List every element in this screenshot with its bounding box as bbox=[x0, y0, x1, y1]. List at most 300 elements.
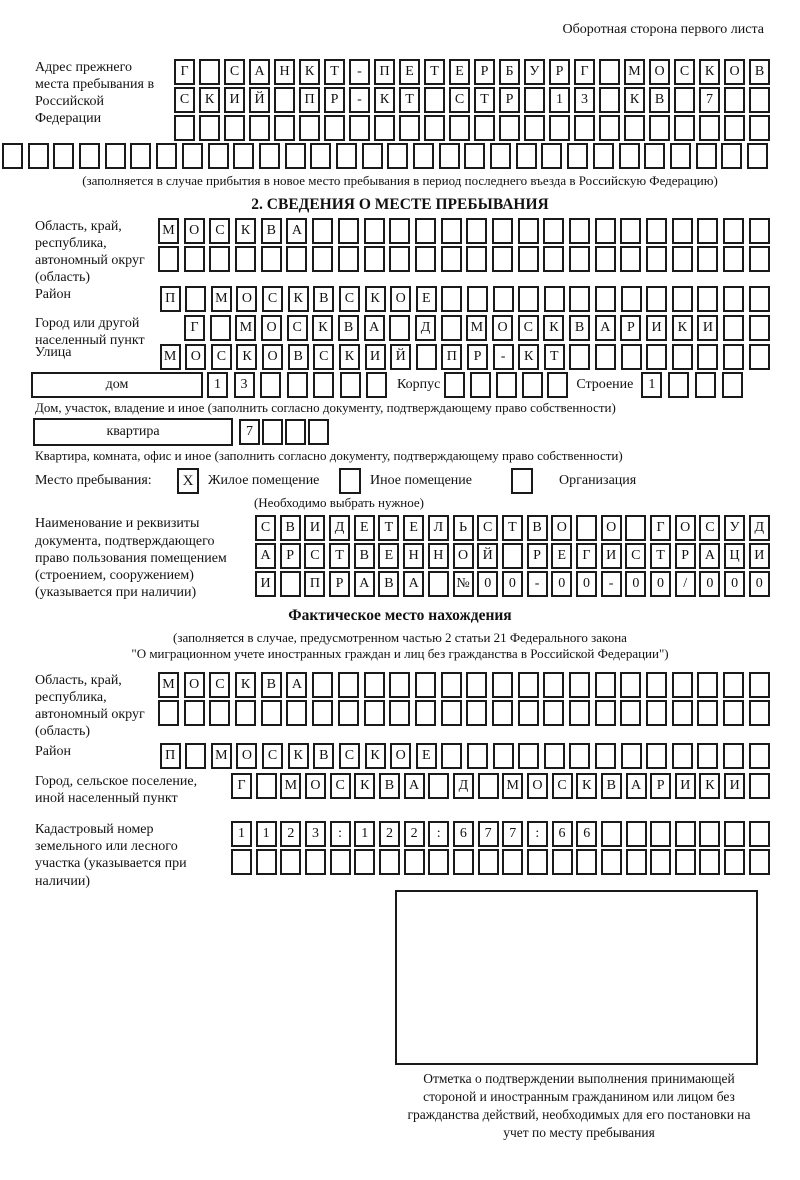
char-cell: В bbox=[527, 515, 548, 541]
char-cell bbox=[416, 344, 437, 370]
char-cell: О bbox=[261, 315, 282, 341]
char-grid bbox=[239, 419, 329, 445]
char-cell: О bbox=[492, 315, 513, 341]
actual-location-note1: (заполняется в случае, предусмотренном частью 2 статьи 21 Федерального закона bbox=[173, 629, 627, 645]
char-cell bbox=[749, 700, 770, 726]
char-cell: О bbox=[675, 515, 696, 541]
actual-city-row bbox=[35, 773, 770, 807]
char-cell: С bbox=[330, 773, 351, 799]
char-cell bbox=[541, 143, 562, 169]
char-cell: Р bbox=[467, 344, 488, 370]
char-cell: Е bbox=[416, 286, 437, 312]
actual-region-grids bbox=[158, 672, 770, 726]
char-cell bbox=[354, 849, 375, 875]
char-cell bbox=[324, 115, 345, 141]
char-cell bbox=[312, 700, 333, 726]
char-cell: И bbox=[646, 315, 667, 341]
char-cell: 0 bbox=[502, 571, 523, 597]
char-cell bbox=[470, 372, 491, 398]
char-cell: В bbox=[601, 773, 622, 799]
char-cell bbox=[699, 849, 720, 875]
char-cell: К bbox=[312, 315, 333, 341]
char-cell: 1 bbox=[354, 821, 375, 847]
char-cell: А bbox=[364, 315, 385, 341]
char-cell bbox=[697, 700, 718, 726]
char-cell bbox=[441, 286, 462, 312]
char-cell bbox=[208, 143, 229, 169]
char-cell bbox=[569, 218, 590, 244]
char-cell: В bbox=[354, 543, 375, 569]
char-cell bbox=[374, 115, 395, 141]
char-cell: П bbox=[160, 286, 181, 312]
char-cell: И bbox=[601, 543, 622, 569]
char-cell bbox=[492, 218, 513, 244]
char-cell bbox=[184, 700, 205, 726]
char-cell bbox=[305, 849, 326, 875]
char-cell: - bbox=[527, 571, 548, 597]
char-cell: 2 bbox=[404, 821, 425, 847]
char-grid bbox=[158, 246, 770, 272]
char-cell: Т bbox=[324, 59, 345, 85]
char-cell bbox=[274, 115, 295, 141]
char-cell: И bbox=[749, 543, 770, 569]
char-cell bbox=[675, 821, 696, 847]
char-cell bbox=[646, 743, 667, 769]
prev-address-grids bbox=[174, 59, 770, 141]
char-cell bbox=[364, 700, 385, 726]
char-cell: : bbox=[428, 821, 449, 847]
char-cell bbox=[527, 849, 548, 875]
char-cell: К bbox=[543, 315, 564, 341]
char-cell bbox=[285, 143, 306, 169]
char-cell bbox=[53, 143, 74, 169]
confirmation-caption: Отметка о подтверждении выполнения принимающей стороной и иностранным гражданином или лицом без гражданства действий, необходимых для его постановки на учет по месту пребывания bbox=[407, 1070, 751, 1141]
char-cell bbox=[336, 143, 357, 169]
char-cell: С bbox=[339, 743, 360, 769]
char-cell: Р bbox=[474, 59, 495, 85]
char-cell bbox=[626, 849, 647, 875]
char-cell: Н bbox=[403, 543, 424, 569]
char-cell: 0 bbox=[625, 571, 646, 597]
char-cell: Д bbox=[453, 773, 474, 799]
char-cell: 0 bbox=[749, 571, 770, 597]
char-cell bbox=[389, 672, 410, 698]
district-label: Район bbox=[35, 287, 71, 303]
char-cell: В bbox=[569, 315, 590, 341]
district-row bbox=[35, 286, 770, 312]
char-cell: М bbox=[280, 773, 301, 799]
char-cell bbox=[185, 743, 206, 769]
char-cell: С bbox=[262, 286, 283, 312]
char-cell: П bbox=[441, 344, 462, 370]
char-cell bbox=[389, 218, 410, 244]
char-cell: М bbox=[160, 344, 181, 370]
char-cell bbox=[235, 246, 256, 272]
char-cell: Р bbox=[527, 543, 548, 569]
checkbox-zhiloe: X bbox=[177, 468, 199, 494]
char-cell: Т bbox=[378, 515, 399, 541]
prev-address-note: (заполняется в случае прибытия в новое место пребывания в период последнего въезда в Российскую Федерацию) bbox=[82, 173, 718, 188]
char-cell bbox=[262, 419, 283, 445]
char-cell bbox=[338, 700, 359, 726]
char-cell bbox=[620, 672, 641, 698]
char-cell: С bbox=[313, 344, 334, 370]
char-cell bbox=[502, 849, 523, 875]
char-cell bbox=[261, 246, 282, 272]
actual-district-label: Район bbox=[35, 744, 71, 760]
stroenie-label: Строение bbox=[576, 377, 634, 393]
char-cell: 7 bbox=[502, 821, 523, 847]
char-cell bbox=[312, 672, 333, 698]
char-cell bbox=[261, 700, 282, 726]
char-cell bbox=[749, 286, 770, 312]
char-cell: Р bbox=[280, 543, 301, 569]
char-cell: В bbox=[313, 286, 334, 312]
char-cell bbox=[696, 143, 717, 169]
char-cell bbox=[593, 143, 614, 169]
char-cell bbox=[259, 143, 280, 169]
section2-title: 2. СВЕДЕНИЯ О МЕСТЕ ПРЕБЫВАНИЯ bbox=[251, 196, 549, 213]
char-cell bbox=[601, 849, 622, 875]
char-cell bbox=[415, 700, 436, 726]
char-cell bbox=[650, 821, 671, 847]
char-cell bbox=[722, 372, 743, 398]
char-cell: Т bbox=[329, 543, 350, 569]
char-cell: 3 bbox=[305, 821, 326, 847]
char-cell bbox=[185, 286, 206, 312]
option-label-inoe: Иное помещение bbox=[370, 473, 472, 489]
char-cell bbox=[620, 700, 641, 726]
char-cell bbox=[428, 849, 449, 875]
char-cell bbox=[543, 700, 564, 726]
char-cell: О bbox=[551, 515, 572, 541]
char-cell bbox=[599, 87, 620, 113]
char-cell: Е bbox=[403, 515, 424, 541]
char-cell bbox=[621, 344, 642, 370]
house-row bbox=[31, 372, 770, 398]
char-cell: К bbox=[365, 286, 386, 312]
char-cell bbox=[699, 821, 720, 847]
char-cell bbox=[601, 821, 622, 847]
char-cell bbox=[697, 344, 718, 370]
char-cell: А bbox=[595, 315, 616, 341]
char-cell: Г bbox=[174, 59, 195, 85]
char-cell: И bbox=[697, 315, 718, 341]
char-cell: Д bbox=[415, 315, 436, 341]
char-grid bbox=[207, 372, 387, 398]
char-cell bbox=[749, 743, 770, 769]
stay-type-row bbox=[35, 468, 770, 494]
char-cell bbox=[749, 246, 770, 272]
char-cell: М bbox=[624, 59, 645, 85]
char-cell bbox=[493, 743, 514, 769]
char-cell: 0 bbox=[724, 571, 745, 597]
char-cell bbox=[364, 246, 385, 272]
char-cell: К bbox=[374, 87, 395, 113]
char-cell bbox=[256, 773, 277, 799]
char-cell bbox=[723, 672, 744, 698]
char-grid bbox=[641, 372, 743, 398]
char-cell bbox=[674, 87, 695, 113]
char-cell bbox=[697, 246, 718, 272]
char-cell bbox=[646, 700, 667, 726]
char-cell bbox=[364, 218, 385, 244]
char-cell bbox=[749, 672, 770, 698]
char-cell: И bbox=[365, 344, 386, 370]
char-cell bbox=[182, 143, 203, 169]
char-cell: С bbox=[224, 59, 245, 85]
char-cell: Т bbox=[474, 87, 495, 113]
char-cell: П bbox=[160, 743, 181, 769]
char-cell bbox=[723, 246, 744, 272]
char-cell: Л bbox=[428, 515, 449, 541]
char-cell: К bbox=[699, 773, 720, 799]
checkbox-inoe bbox=[339, 468, 361, 494]
char-cell: В bbox=[261, 672, 282, 698]
char-cell: Р bbox=[549, 59, 570, 85]
char-cell: Т bbox=[544, 344, 565, 370]
char-cell: Р bbox=[650, 773, 671, 799]
char-cell: - bbox=[349, 87, 370, 113]
char-cell: : bbox=[330, 821, 351, 847]
char-cell bbox=[249, 115, 270, 141]
char-cell: С bbox=[255, 515, 276, 541]
char-cell: О bbox=[262, 344, 283, 370]
char-grid bbox=[184, 315, 770, 341]
char-cell bbox=[518, 700, 539, 726]
char-cell bbox=[502, 543, 523, 569]
char-cell bbox=[464, 143, 485, 169]
char-cell bbox=[490, 143, 511, 169]
char-cell bbox=[210, 315, 231, 341]
char-cell bbox=[697, 218, 718, 244]
char-cell bbox=[723, 700, 744, 726]
char-cell bbox=[595, 700, 616, 726]
char-cell: Е bbox=[399, 59, 420, 85]
char-cell: О bbox=[185, 344, 206, 370]
char-cell bbox=[415, 672, 436, 698]
char-cell: Д bbox=[329, 515, 350, 541]
char-grid bbox=[231, 821, 770, 847]
char-cell: 1 bbox=[641, 372, 662, 398]
char-cell: В bbox=[749, 59, 770, 85]
char-grid bbox=[231, 773, 770, 799]
char-cell bbox=[428, 571, 449, 597]
korpus-label: Корпус bbox=[397, 377, 441, 393]
char-cell bbox=[544, 286, 565, 312]
prev-address-row bbox=[35, 59, 770, 141]
char-cell: Р bbox=[620, 315, 641, 341]
char-cell bbox=[28, 143, 49, 169]
apartment-row bbox=[33, 418, 770, 446]
char-cell: М bbox=[235, 315, 256, 341]
char-cell bbox=[518, 743, 539, 769]
char-cell: - bbox=[349, 59, 370, 85]
char-cell: К bbox=[235, 218, 256, 244]
cadastral-label: Кадастровый номер земельного или лесного участка (указывается при наличии) bbox=[35, 822, 187, 889]
char-cell bbox=[595, 743, 616, 769]
char-cell bbox=[668, 372, 689, 398]
option-label-zhiloe: Жилое помещение bbox=[208, 473, 320, 489]
char-cell bbox=[672, 246, 693, 272]
char-grid bbox=[158, 672, 770, 698]
char-cell: К bbox=[518, 344, 539, 370]
char-cell: А bbox=[255, 543, 276, 569]
char-cell bbox=[524, 87, 545, 113]
actual-location-title: Фактическое место нахождения bbox=[288, 606, 512, 624]
char-cell bbox=[723, 315, 744, 341]
char-cell bbox=[467, 743, 488, 769]
char-cell: В bbox=[379, 773, 400, 799]
char-cell bbox=[441, 218, 462, 244]
char-cell bbox=[199, 59, 220, 85]
char-cell: В bbox=[288, 344, 309, 370]
char-cell bbox=[569, 344, 590, 370]
char-cell: Ь bbox=[453, 515, 474, 541]
char-cell: Р bbox=[324, 87, 345, 113]
char-cell bbox=[576, 849, 597, 875]
char-cell bbox=[749, 344, 770, 370]
char-cell bbox=[543, 672, 564, 698]
char-cell: А bbox=[699, 543, 720, 569]
char-grid bbox=[2, 143, 768, 169]
char-cell: К bbox=[288, 286, 309, 312]
char-cell: Г bbox=[650, 515, 671, 541]
char-cell bbox=[670, 143, 691, 169]
char-cell bbox=[749, 773, 770, 799]
char-cell bbox=[379, 849, 400, 875]
char-cell bbox=[105, 143, 126, 169]
char-cell: А bbox=[626, 773, 647, 799]
char-cell bbox=[496, 372, 517, 398]
char-cell bbox=[574, 115, 595, 141]
char-cell: В bbox=[378, 571, 399, 597]
prev-address-label: Адрес прежнего места пребывания в Российской Федерации bbox=[35, 60, 155, 127]
char-cell bbox=[362, 143, 383, 169]
region-label: Область, край, республика, автономный округ (область) bbox=[35, 219, 145, 286]
char-cell bbox=[724, 115, 745, 141]
char-cell bbox=[749, 218, 770, 244]
char-cell bbox=[158, 700, 179, 726]
char-cell bbox=[366, 372, 387, 398]
region-grids bbox=[158, 218, 770, 272]
char-cell: - bbox=[493, 344, 514, 370]
char-grid bbox=[158, 700, 770, 726]
char-cell: Т bbox=[399, 87, 420, 113]
char-cell bbox=[338, 218, 359, 244]
char-cell bbox=[672, 743, 693, 769]
char-cell: С bbox=[211, 344, 232, 370]
char-cell bbox=[453, 849, 474, 875]
char-cell bbox=[130, 143, 151, 169]
char-cell bbox=[749, 315, 770, 341]
char-cell bbox=[308, 419, 329, 445]
char-cell: П bbox=[374, 59, 395, 85]
char-cell bbox=[672, 344, 693, 370]
street-label: Улица bbox=[35, 345, 72, 361]
char-cell bbox=[499, 115, 520, 141]
char-cell: И bbox=[304, 515, 325, 541]
char-cell bbox=[569, 672, 590, 698]
char-cell bbox=[231, 849, 252, 875]
char-cell bbox=[399, 115, 420, 141]
char-cell bbox=[518, 218, 539, 244]
char-cell: О bbox=[236, 743, 257, 769]
char-cell: - bbox=[601, 571, 622, 597]
char-cell: А bbox=[354, 571, 375, 597]
char-cell bbox=[595, 218, 616, 244]
char-cell: С bbox=[209, 672, 230, 698]
char-cell bbox=[599, 115, 620, 141]
char-cell bbox=[646, 344, 667, 370]
char-cell: О bbox=[305, 773, 326, 799]
char-cell: Е bbox=[416, 743, 437, 769]
char-cell: С bbox=[552, 773, 573, 799]
char-cell: О bbox=[649, 59, 670, 85]
char-cell: П bbox=[304, 571, 325, 597]
char-cell: А bbox=[403, 571, 424, 597]
char-cell bbox=[723, 218, 744, 244]
char-cell bbox=[441, 743, 462, 769]
char-cell bbox=[723, 743, 744, 769]
char-cell: С bbox=[209, 218, 230, 244]
char-cell bbox=[349, 115, 370, 141]
char-cell: И bbox=[255, 571, 276, 597]
char-cell bbox=[672, 286, 693, 312]
char-cell bbox=[569, 246, 590, 272]
char-cell: М bbox=[211, 286, 232, 312]
char-cell bbox=[595, 246, 616, 272]
char-cell: Р bbox=[329, 571, 350, 597]
house-box: дом bbox=[31, 372, 203, 398]
page-corner-note: Оборотная сторона первого листа bbox=[562, 22, 764, 37]
char-cell: 0 bbox=[551, 571, 572, 597]
char-cell: К bbox=[299, 59, 320, 85]
char-cell: Т bbox=[424, 59, 445, 85]
char-cell: : bbox=[527, 821, 548, 847]
char-cell bbox=[674, 115, 695, 141]
char-cell: С bbox=[477, 515, 498, 541]
char-cell: Й bbox=[477, 543, 498, 569]
char-cell bbox=[518, 246, 539, 272]
char-cell: К bbox=[199, 87, 220, 113]
char-cell: О bbox=[724, 59, 745, 85]
char-cell: У bbox=[524, 59, 545, 85]
char-cell bbox=[675, 849, 696, 875]
char-cell: Е bbox=[378, 543, 399, 569]
char-cell bbox=[518, 286, 539, 312]
char-cell bbox=[466, 672, 487, 698]
char-cell: К bbox=[354, 773, 375, 799]
char-cell: / bbox=[675, 571, 696, 597]
char-cell: Р bbox=[499, 87, 520, 113]
char-cell bbox=[413, 143, 434, 169]
char-cell bbox=[280, 849, 301, 875]
char-cell bbox=[158, 246, 179, 272]
char-cell bbox=[567, 143, 588, 169]
char-cell: О bbox=[453, 543, 474, 569]
char-cell bbox=[625, 515, 646, 541]
char-cell: Б bbox=[499, 59, 520, 85]
char-cell bbox=[646, 218, 667, 244]
char-cell bbox=[389, 315, 410, 341]
char-cell: 1 bbox=[549, 87, 570, 113]
char-cell bbox=[621, 286, 642, 312]
char-cell: О bbox=[390, 743, 411, 769]
char-cell bbox=[404, 849, 425, 875]
char-cell bbox=[518, 672, 539, 698]
char-cell bbox=[209, 246, 230, 272]
